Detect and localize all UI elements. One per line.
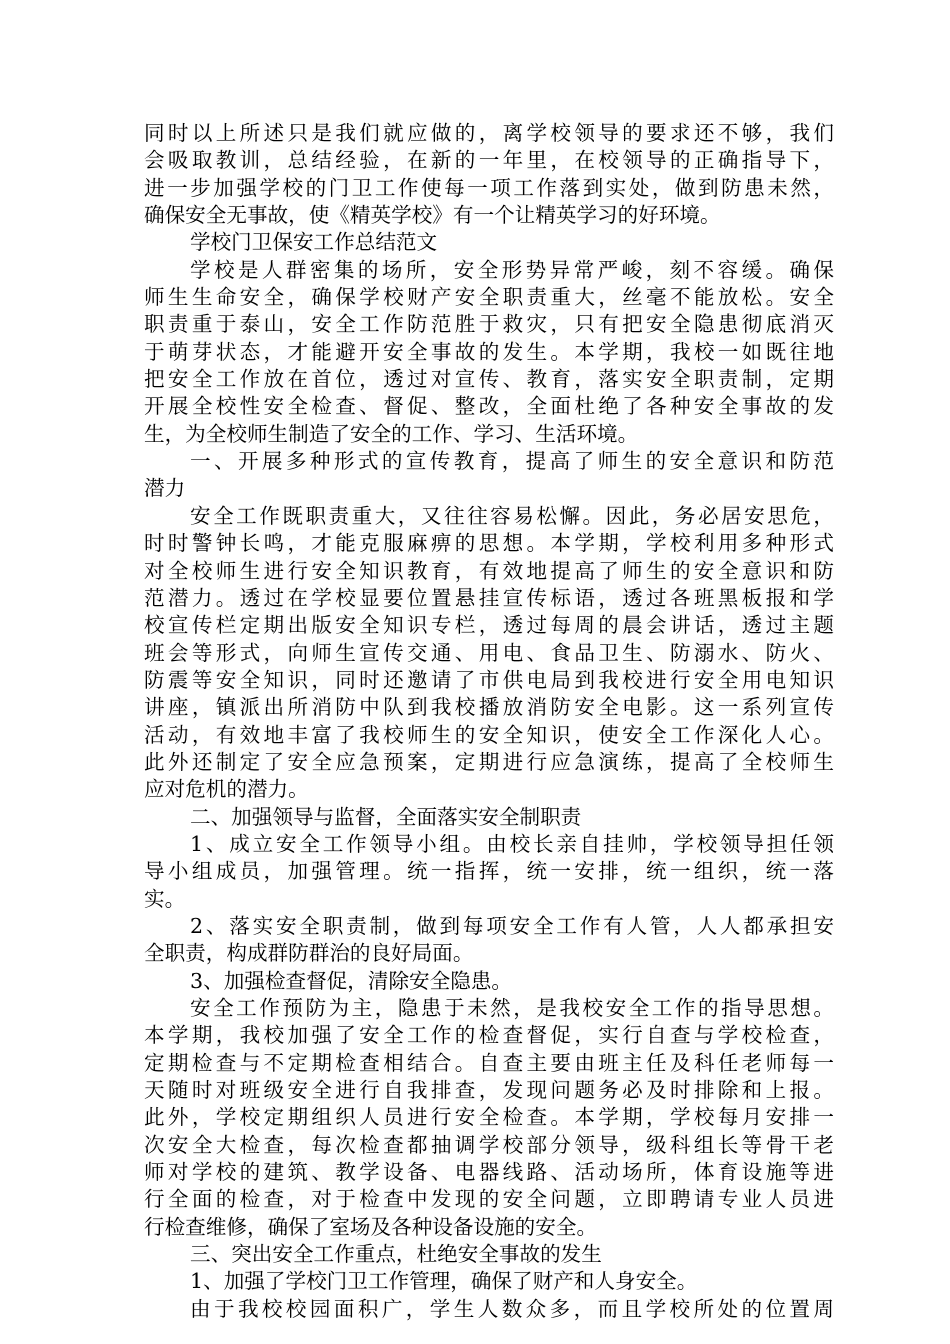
text-line: 进一步加强学校的门卫工作使每一项工作落到实处，做到防患未然， xyxy=(144,175,834,200)
text-line: 1、成立安全工作领导小组。由校长亲自挂帅，学校领导担任领 xyxy=(190,831,834,856)
text-line: 行检查维修，确保了室场及各种设备设施的安全。 xyxy=(144,1214,598,1239)
text-line: 三、突出安全工作重点，杜绝安全事故的发生 xyxy=(190,1242,602,1267)
text-line: 同时以上所述只是我们就应做的，离学校领导的要求还不够，我们 xyxy=(144,121,834,145)
document-body-text xyxy=(144,120,834,1323)
text-line: 时时警钟长鸣，才能克服麻痹的思想。本学期，学校利用多种形式 xyxy=(144,531,834,556)
text-line: 此外还制定了安全应急预案，定期进行应急演练，提高了全校师生 xyxy=(144,749,834,774)
text-line: 职责重于泰山，安全工作防范胜于救灾，只有把安全隐患彻底消灭 xyxy=(144,312,834,337)
text-line: 次安全大检查，每次检查都抽调学校部分领导，级科组长等骨干老 xyxy=(144,1132,834,1157)
text-line: 活动，有效地丰富了我校师生的安全知识，使安全工作深化人心。 xyxy=(144,722,834,747)
text-line: 二、加强领导与监督，全面落实安全制职责 xyxy=(190,804,582,829)
text-line: 应对危机的潜力。 xyxy=(144,777,309,802)
text-line: 此外，学校定期组织人员进行安全检查。本学期，学校每月安排一 xyxy=(144,1105,834,1130)
text-line: 对全校师生进行安全知识教育，有效地提高了师生的安全意识和防 xyxy=(144,558,834,583)
text-line: 生，为全校师生制造了安全的工作、学习、生活环境。 xyxy=(144,421,639,446)
text-line: 实。 xyxy=(144,886,186,911)
text-line: 2、落实安全职责制，做到每项安全工作有人管，人人都承担安 xyxy=(190,913,834,938)
text-line: 由于我校校园面积广，学生人数众多，而且学校所处的位置周 xyxy=(190,1296,834,1321)
text-line: 确保安全无事故，使《精英学校》有一个让精英学习的好环境。 xyxy=(144,203,721,228)
text-line: 把安全工作放在首位，透过对宣传、教育，落实安全职责制，定期 xyxy=(144,367,834,392)
text-line: 学校是人群密集的场所，安全形势异常严峻，刻不容缓。确保 xyxy=(190,257,834,282)
text-line: 防震等安全知识，同时还邀请了市供电局到我校进行安全用电知识 xyxy=(144,667,834,692)
text-line: 导小组成员，加强管理。统一指挥，统一安排，统一组织，统一落 xyxy=(144,859,834,884)
text-line: 会吸取教训，总结经验，在新的一年里，在校领导的正确指导下， xyxy=(144,148,834,173)
text-line: 讲座，镇派出所消防中队到我校播放消防安全电影。这一系列宣传 xyxy=(144,695,834,720)
text-line: 于萌芽状态，才能避开安全事故的发生。本学期，我校一如既往地 xyxy=(144,339,834,364)
text-line: 天随时对班级安全进行自我排查，发现问题务必及时排除和上报。 xyxy=(144,1078,834,1103)
text-line: 学校门卫保安工作总结范文 xyxy=(190,230,438,255)
text-line: 安全工作既职责重大，又往往容易松懈。因此，务必居安思危， xyxy=(190,503,834,528)
text-line: 师生生命安全，确保学校财产安全职责重大，丝毫不能放松。安全 xyxy=(144,285,834,310)
text-line: 一、开展多种形式的宣传教育，提高了师生的安全意识和防范 xyxy=(190,449,834,474)
text-line: 校宣传栏定期出版安全知识专栏，透过每周的晨会讲话，透过主题 xyxy=(144,613,834,638)
text-line: 班会等形式，向师生宣传交通、用电、食品卫生、防溺水、防火、 xyxy=(144,640,834,665)
text-line: 安全工作预防为主，隐患于未然，是我校安全工作的指导思想。 xyxy=(190,996,834,1020)
text-line: 师对学校的建筑、教学设备、电器线路、活动场所，体育设施等进 xyxy=(144,1160,834,1185)
text-line: 本学期，我校加强了安全工作的检查督促，实行自查与学校检查， xyxy=(144,1023,834,1048)
text-line: 潜力 xyxy=(144,476,186,501)
text-line: 范潜力。透过在学校显要位置悬挂宣传标语，透过各班黑板报和学 xyxy=(144,585,834,610)
text-line: 1、加强了学校门卫工作管理，确保了财产和人身安全。 xyxy=(190,1269,698,1294)
text-line: 3、加强检查督促，清除安全隐患。 xyxy=(190,968,513,993)
text-line: 全职责，构成群防群治的良好局面。 xyxy=(144,941,474,966)
text-line: 开展全校性安全检查、督促、整改，全面杜绝了各种安全事故的发 xyxy=(144,394,834,419)
text-line: 行全面的检查，对于检查中发现的安全问题，立即聘请专业人员进 xyxy=(144,1187,834,1212)
text-line: 定期检查与不定期检查相结合。自查主要由班主任及科任老师每一 xyxy=(144,1050,834,1075)
